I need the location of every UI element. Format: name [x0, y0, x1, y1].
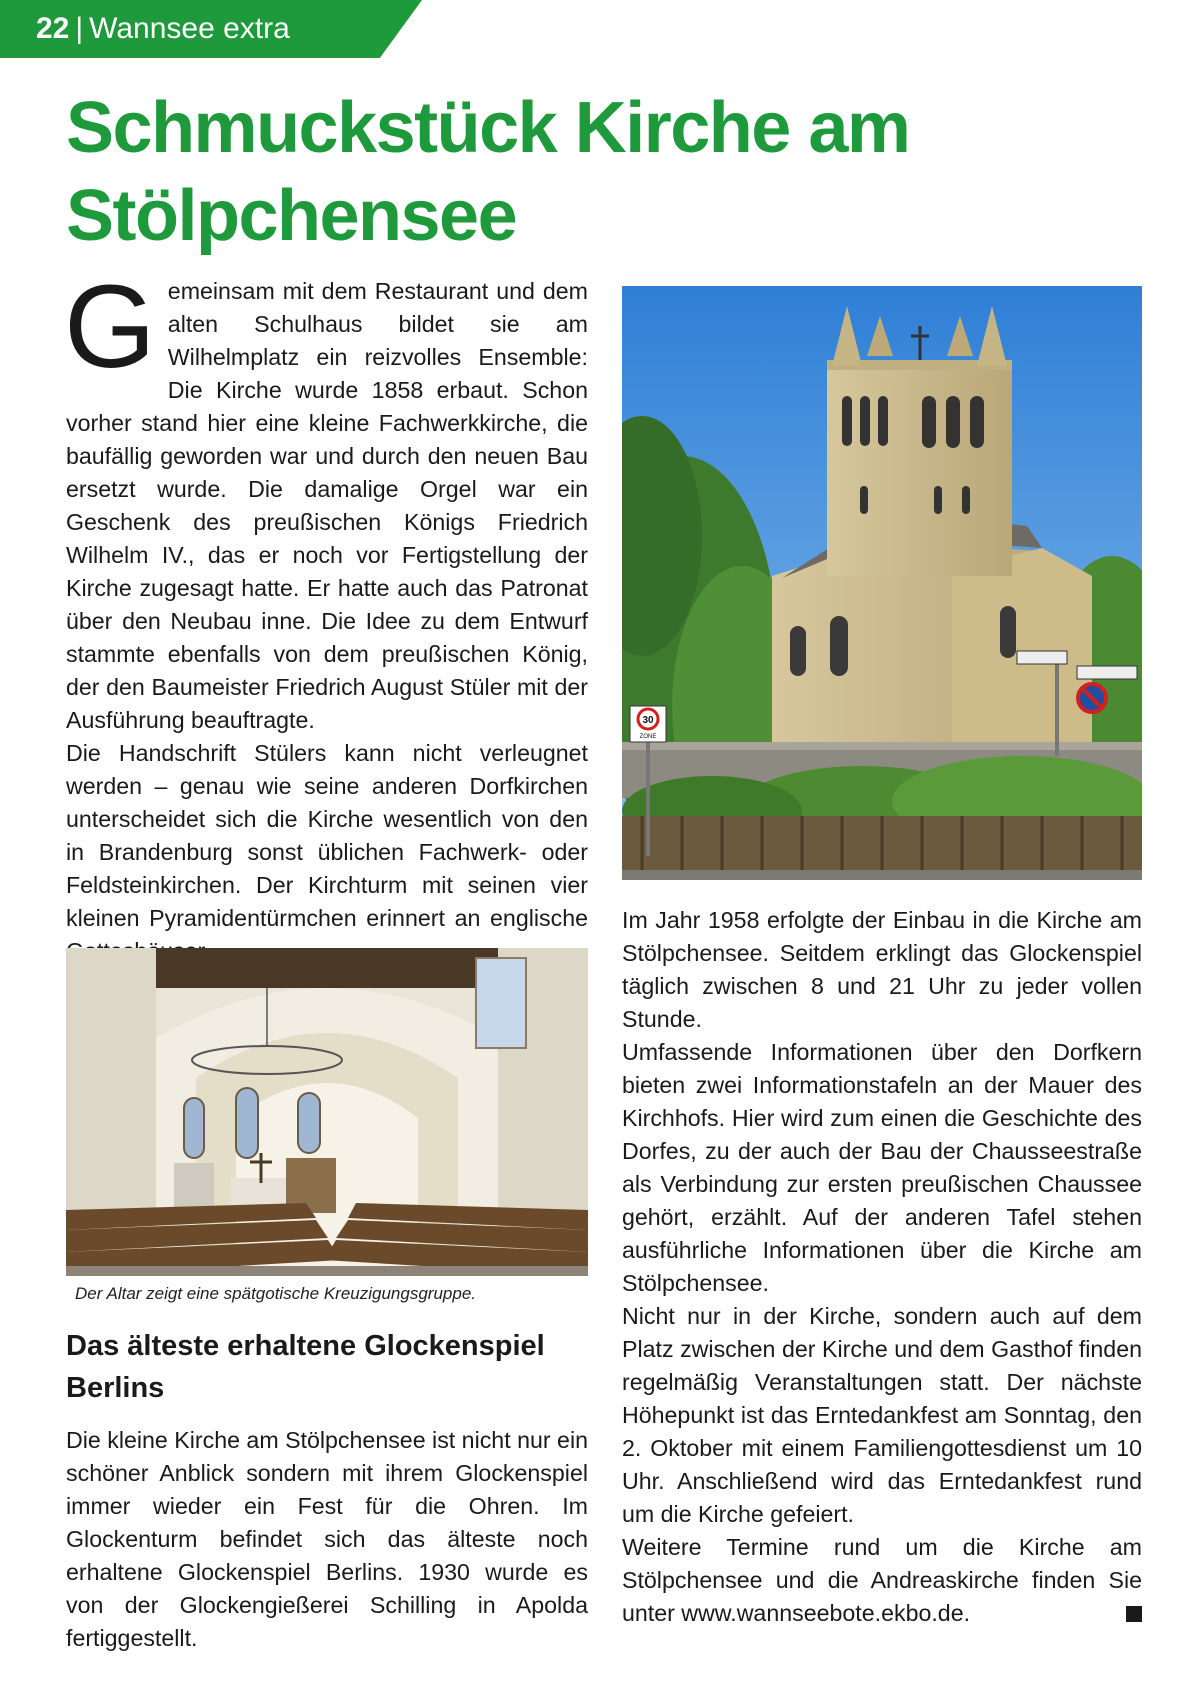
church-exterior-photo	[622, 286, 1142, 880]
speed-sign-zone: ZONE	[639, 734, 657, 740]
left-column-text	[64, 261, 588, 968]
end-mark-icon	[1126, 1606, 1142, 1622]
termine-text: Weitere Termine rund um die Kirche am Stölpchensee und die Andreaskirche finden Sie unter www.wannseebote.ekbo.de.	[622, 1534, 1142, 1626]
drop-cap: G	[64, 261, 156, 393]
paragraph-glockenspiel: Die kleine Kirche am Stölpchensee ist nicht nur ein schöner Anblick sondern mit ihrem Glockenspiel immer wieder ein Fest für die Ohren. Im Glockenturm befindet sich das älteste noch erhaltene Glockenspiel Berlins. 1930 wurde es von der Glockengießerei Schilling in Apolda fertiggestellt.	[66, 1427, 588, 1651]
header-separator: |	[75, 12, 84, 45]
church-interior-photo	[66, 948, 588, 1276]
glockenspiel-text	[66, 1424, 588, 1655]
interior-photo-caption: Der Altar zeigt eine spätgotische Kreuzigungsgruppe.	[75, 1284, 476, 1303]
section-subheadline: Das älteste erhaltene Glockenspiel Berlins	[66, 1330, 545, 1404]
section-name: Wannsee extra	[89, 12, 290, 45]
section-header	[36, 10, 290, 48]
paragraph-einbau: Im Jahr 1958 erfolgte der Einbau in die Kirche am Stölpchensee. Seitdem erklingt das Glockenspiel täglich zwischen 8 und 21 Uhr zu jeder vollen Stunde.	[622, 907, 1142, 1032]
right-column-text	[622, 904, 1142, 1630]
page-number: 22	[36, 12, 70, 45]
intro-text: emeinsam mit dem Restaurant und dem alten Schulhaus bildet sie am Wilhelmplatz ein reizvolles Ensemble: Die Kirche wurde 1858 erbaut. Schon vorher stand hier eine kleine Fachwerkkirche, die baufällig geworden war und durch den neuen Bau ersetzt wurde. Die damalige Orgel war ein Geschenk des preußischen Königs Friedrich Wilhelm IV., das er noch vor Fertigstellung der Kirche zugesagt hatte. Er hatte auch das Patronat über den Neubau inne. Die Idee zu dem Entwurf stammte ebenfalls von dem preußischen König, der den Baumeister Friedrich August Stüler mit der Ausführung beauftragte.	[66, 278, 588, 733]
speed-sign-number: 30	[642, 715, 654, 726]
paragraph-termine	[622, 1531, 1142, 1630]
church-interior-illustration	[66, 948, 588, 1276]
paragraph-stueler: Die Handschrift Stülers kann nicht verleugnet werden – genau wie seine anderen Dorfkirchen unterscheidet sich die Kirche wesentlich von den in Brandenburg sonst üblichen Fachwerk- oder Feldsteinkirchen. Der Kirchturm mit seinen vier kleinen Pyramidentürmchen erinnert an englische	[66, 740, 588, 931]
church-exterior-illustration	[622, 286, 1142, 880]
paragraph-veranstaltungen: Nicht nur in der Kirche, sondern auch auf dem Platz zwischen der Kirche und dem Gasthof finden regelmäßig Veranstaltungen statt. Der nächste Höhepunkt ist das Erntedankfest am Sonntag, den 2. Oktober mit einem Familiengottesdienst um 10 Uhr. Anschließend wird das Erntedankfest rund um die Kirche gefeiert.	[622, 1303, 1142, 1527]
article-title: Schmuckstück Kirche am Stölpchensee	[66, 88, 910, 256]
paragraph-informationen: Umfassende Informationen über den Dorfkern bieten zwei Informationstafeln an der Mauer des Kirchhofs. Hier wird zum einen die Geschichte des Dorfes, zu der auch der Bau der Chausseestraße als Verbindung zur ersten preußischen Chaussee gehört, erzählt. Auf der anderen Tafel stehen ausführliche Informationen über die Kirche am Stölpchensee.	[622, 1039, 1142, 1296]
